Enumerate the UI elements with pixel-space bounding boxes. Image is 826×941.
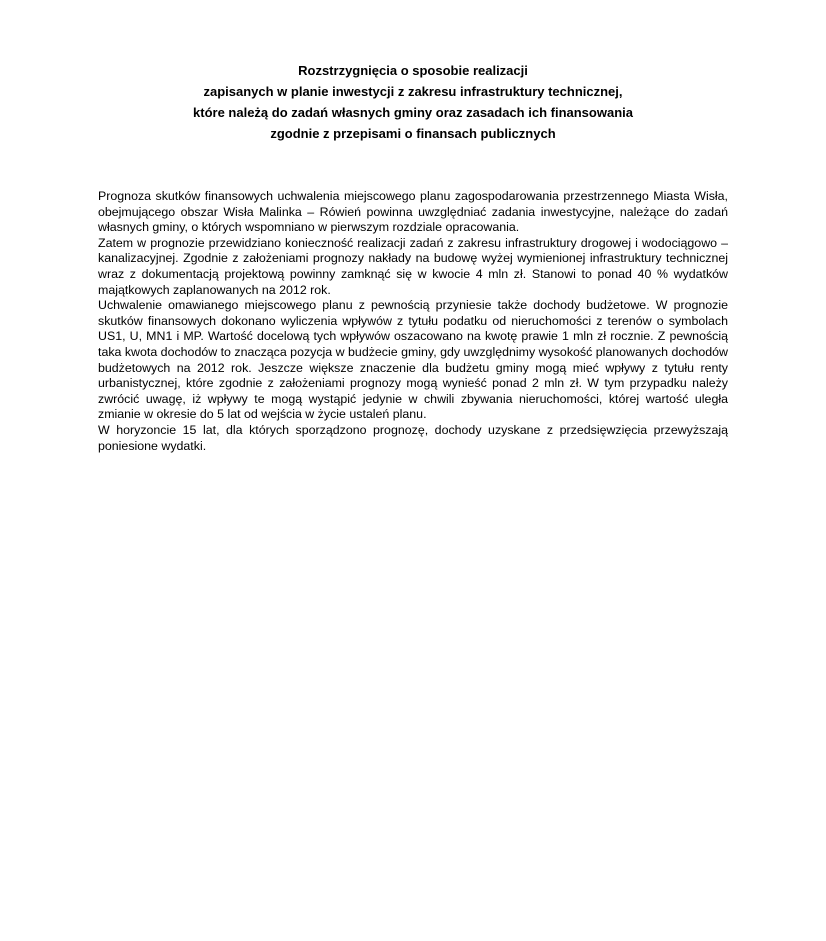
title-line-1: Rozstrzygnięcia o sposobie realizacji xyxy=(298,63,528,78)
title-line-3: które należą do zadań własnych gminy oraz zasadach ich finansowania xyxy=(193,105,633,120)
paragraph-1: Prognoza skutków finansowych uchwalenia miejscowego planu zagospodarowania przestrzennego Miasta Wisła, obejmującego obszar Wisła Malinka – Rówień powinna uwzględniać zadania inwestycyjne, należące do zadań własnych gminy, o których wspomniano w pierwszym rozdziale opracowania. xyxy=(98,189,728,235)
title-line-4: zgodnie z przepisami o finansach publicznych xyxy=(270,126,556,141)
title-line-2: zapisanych w planie inwestycji z zakresu infrastruktury technicznej, xyxy=(203,84,623,99)
document-title xyxy=(98,60,728,144)
paragraph-2: Zatem w prognozie przewidziano konieczność realizacji zadań z zakresu infrastruktury drogowej i wodociągowo – kanalizacyjnej. Zgodnie z założeniami prognozy nakłady na budowę wyżej wymienionej infrastruktury technicznej wraz z dokumentacją projektową powinny zamknąć się w kwocie 4 mln zł. Stanowi to ponad 40 % wydatków majątkowych zaplanowanych na 2012 rok. xyxy=(98,235,728,297)
document-body xyxy=(98,189,728,454)
paragraph-4: W horyzoncie 15 lat, dla których sporządzono prognozę, dochody uzyskane z przedsięwzięcia przewyższają poniesione wydatki. xyxy=(98,422,728,453)
paragraph-3: Uchwalenie omawianego miejscowego planu z pewnością przyniesie także dochody budżetowe. W prognozie skutków finansowych dokonano wyliczenia wpływów z tytułu podatku od nieruchomości z terenów o symbolach US1, U, MN1 i MP. Wartość docelową tych wpływów oszacowano na kwotę prawie 1 mln zł rocznie. Z pewnością taka kwota dochodów to znacząca pozycja w budżecie gminy, gdy uwzględnimy wysokość planowanych dochodów budżetowych na 2012 rok. Jeszcze większe znaczenie dla budżetu gminy mogą mieć wpływy z tytułu renty urbanistycznej, które zgodnie z założeniami prognozy mogą wynieść ponad 2 mln zł. W tym przypadku należy zwrócić uwagę, iż wpływy te mogą wystąpić jedynie w chwili zbywania nieruchomości, której wartość uległa zmianie w okresie do 5 lat od wejścia w życie ustaleń planu. xyxy=(98,298,728,422)
